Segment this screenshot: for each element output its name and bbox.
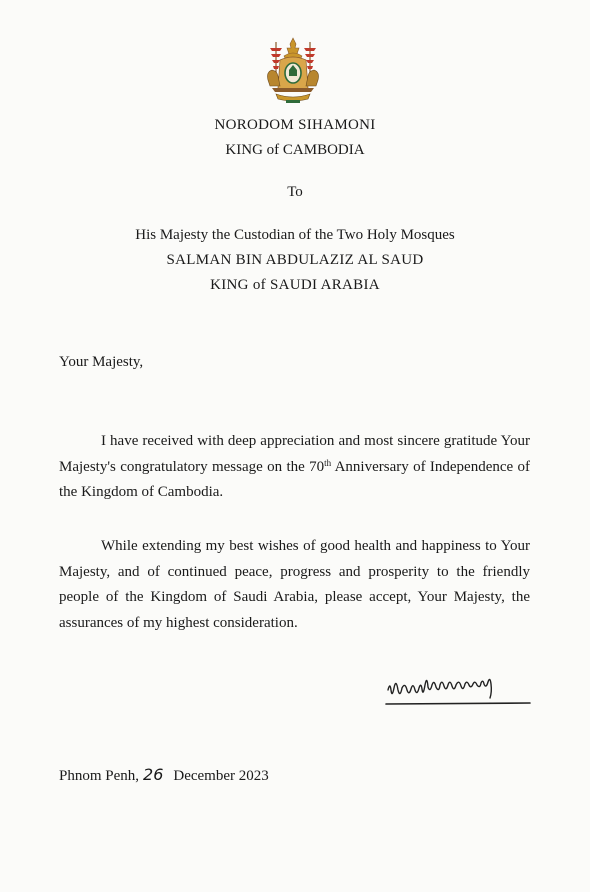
sender-title: KING of CAMBODIA <box>225 142 365 158</box>
date-day-handwritten: 26 <box>143 765 164 784</box>
paragraph-1-text: I have received with deep appreciation and most sincere gratitude Your Majesty's congratulatory message on the 70 <box>59 433 530 475</box>
handwritten-signature-icon <box>384 670 534 712</box>
recipient-name: SALMAN BIN ABDULAZIZ AL SAUD <box>166 252 424 268</box>
place-and-date <box>59 765 269 785</box>
recipient-title: KING of SAUDI ARABIA <box>210 277 380 293</box>
recipient-honorific: His Majesty the Custodian of the Two Holy Mosques <box>135 227 455 243</box>
place: Phnom Penh, <box>59 768 140 784</box>
sender-name: NORODOM SIHAMONI <box>214 117 376 133</box>
body-paragraph-1 <box>59 429 530 506</box>
salutation: Your Majesty, <box>59 354 144 370</box>
royal-arms-of-cambodia-icon <box>262 36 324 106</box>
paragraph-1-text-end: Anniversary of Independence of the Kingdom of Cambodia. <box>59 458 530 500</box>
ordinal-suffix: th <box>324 457 332 468</box>
date-month-year: December 2023 <box>173 768 269 784</box>
body-paragraph-2: While extending my best wishes of good health and happiness to Your Majesty, and of continued peace, progress and prosperity to the friendly people of the Kingdom of Saudi Arabia, please accept, Your Majesty, the assurances of my highest consideration. <box>59 538 530 631</box>
to-label: To <box>287 184 303 200</box>
